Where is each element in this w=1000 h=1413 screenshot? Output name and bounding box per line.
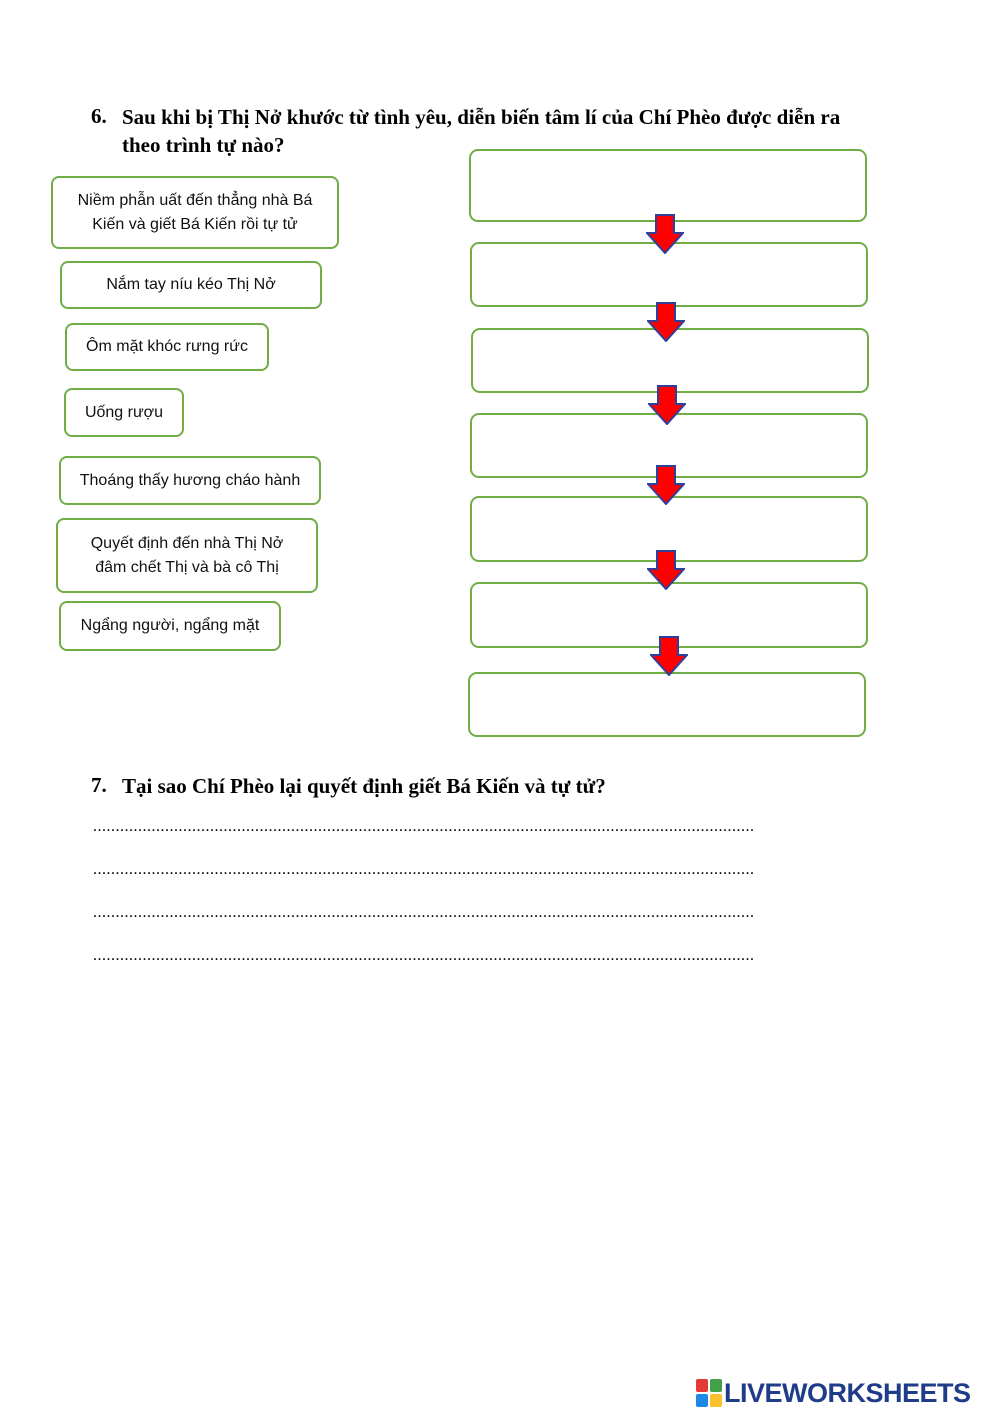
answer-line[interactable]: ................................................................................................................................................... — [93, 861, 755, 878]
option-box[interactable] — [59, 601, 281, 651]
question-6-text-line1: Sau khi bị Thị Nở khước từ tình yêu, diễn biến tâm lí của Chí Phèo được diễn ra — [122, 105, 841, 129]
question-6-text-line2: theo trình tự nào? — [122, 133, 285, 157]
option-box[interactable] — [60, 261, 322, 309]
answer-line[interactable]: ................................................................................................................................................... — [93, 818, 755, 835]
question-6-number: 6. — [91, 104, 107, 128]
answer-line[interactable]: ................................................................................................................................................... — [93, 947, 755, 964]
option-text: Uống rượu — [84, 403, 164, 421]
option-text: Ngẩng người, ngẩng mặt — [80, 617, 260, 634]
option-box[interactable] — [65, 323, 269, 371]
option-box[interactable] — [59, 456, 321, 505]
answer-line[interactable]: ................................................................................................................................................... — [93, 904, 755, 921]
down-arrow-icon — [647, 550, 685, 590]
sequence-slot-1[interactable] — [469, 149, 867, 222]
option-text: Nắm tay níu kéo Thị Nở — [106, 276, 276, 293]
option-text: Thoáng thấy hương cháo hành — [79, 471, 301, 489]
sequence-slot-7[interactable] — [468, 672, 866, 737]
down-arrow-icon — [646, 214, 684, 254]
option-text: Quyết định đến nhà Thị Nở — [90, 534, 284, 552]
option-box[interactable] — [64, 388, 184, 437]
option-text: Ôm mặt khóc rưng rức — [86, 338, 248, 355]
liveworksheets-brand — [696, 1376, 992, 1410]
question-7-text: Tại sao Chí Phèo lại quyết định giết Bá Kiến và tự tử? — [122, 774, 606, 798]
option-text: Kiến và giết Bá Kiến rồi tự tử — [92, 215, 298, 233]
down-arrow-icon — [647, 465, 685, 505]
down-arrow-icon — [648, 385, 686, 425]
option-box[interactable] — [56, 518, 318, 593]
question-7-number: 7. — [91, 773, 107, 797]
liveworksheets-logo-icon — [696, 1379, 722, 1407]
option-text: đâm chết Thị và bà cô Thị — [95, 558, 279, 576]
brand-text: LIVEWORKSHEETS — [724, 1377, 971, 1408]
option-box[interactable] — [51, 176, 339, 249]
down-arrow-icon — [647, 302, 685, 342]
option-text: Niềm phẫn uất đến thẳng nhà Bá — [77, 191, 313, 209]
down-arrow-icon — [650, 636, 688, 676]
